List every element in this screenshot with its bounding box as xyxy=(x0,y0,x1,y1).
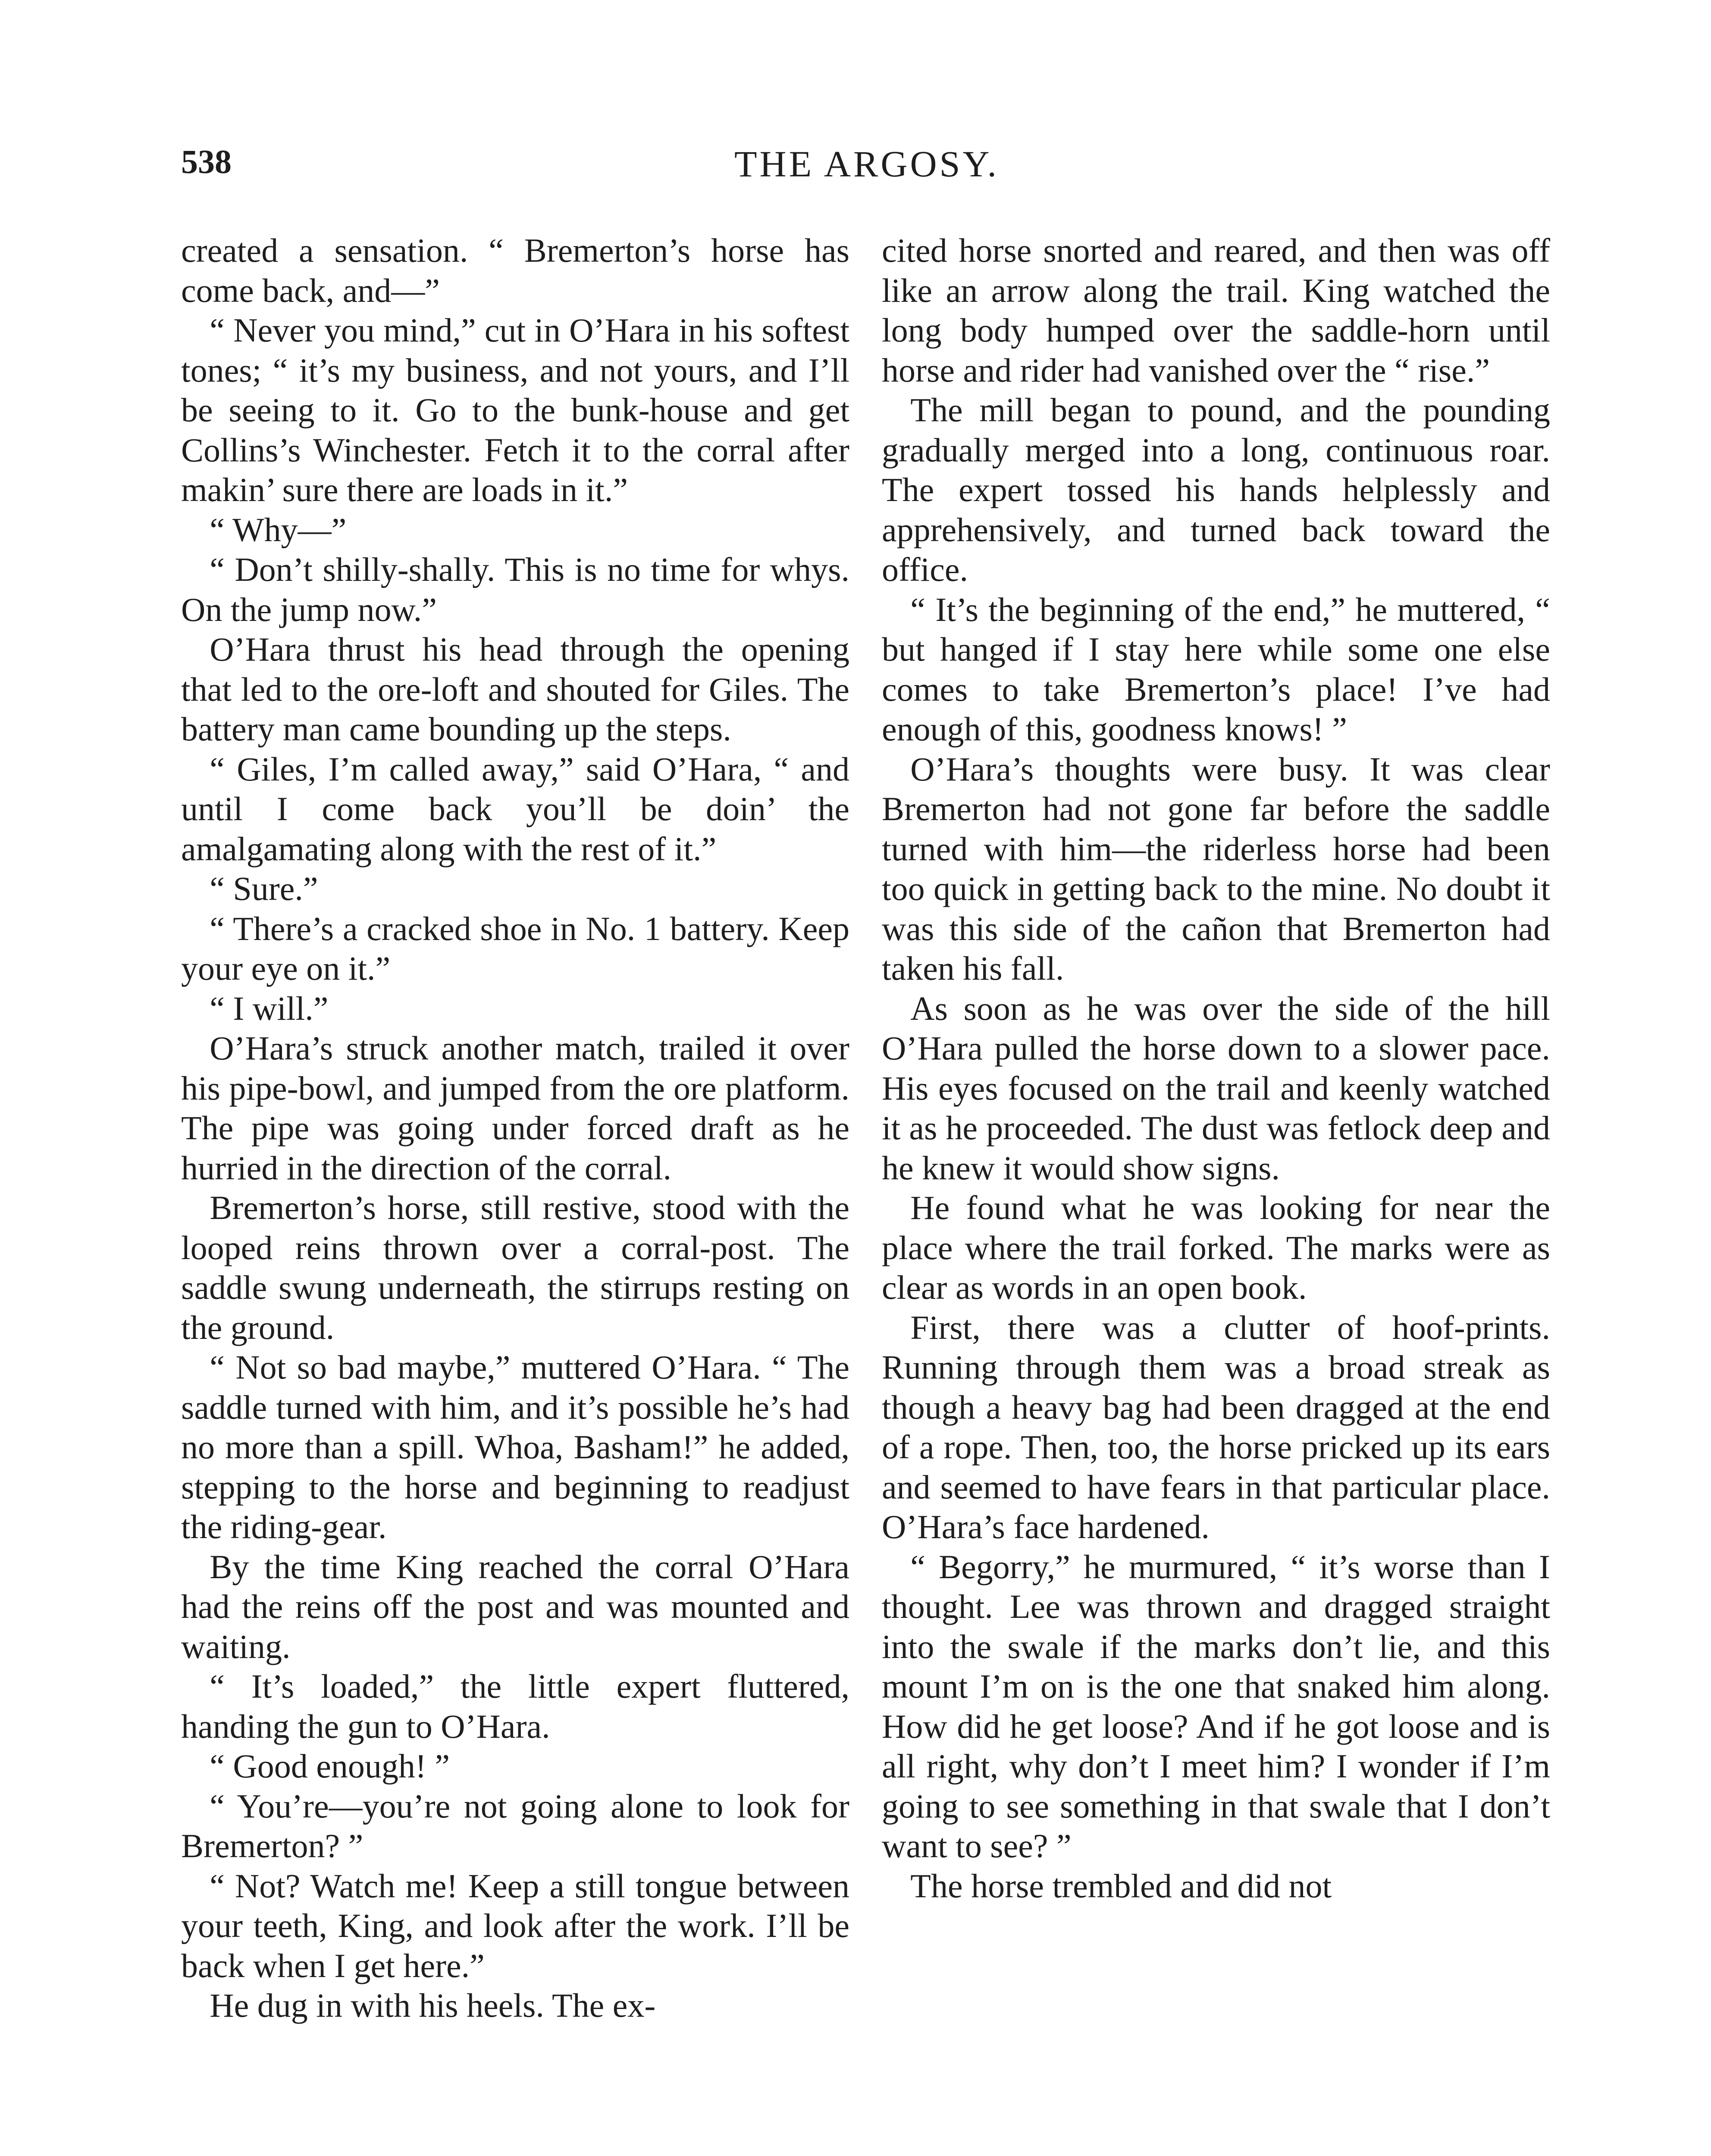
right-column xyxy=(882,231,1550,1906)
paragraph: “ Why—” xyxy=(210,511,347,548)
paragraph: As soon as he was over the side of the hill O’Hara pulled the horse down to a slower pace. His eyes focused on the trail and keenly watched it as he proceeded. The dust was fetlock deep and he knew it would show signs. xyxy=(882,989,1550,1187)
paragraph: “ Good enough! ” xyxy=(210,1747,450,1785)
page-number: 538 xyxy=(181,143,232,180)
paragraph: O’Hara thrust his head through the opening that led to the ore-loft and shouted for Giles. The battery man came bounding up the steps. xyxy=(181,630,849,748)
paragraph: O’Hara’s thoughts were busy. It was clear Bremerton had not gone far before the saddle turned with him—the riderless horse had been too quick in getting back to the mine. No doubt it was this side of the cañon that Bremerton had taken his fall. xyxy=(882,750,1550,987)
paragraph: First, there was a clutter of hoof-prints. Running through them was a broad streak as though a heavy bag had been dragged at the end of a rope. Then, too, the horse pricked up its ears and seemed to have fears in that particular place. O’Hara’s face hardened. xyxy=(882,1308,1550,1545)
paragraph: He found what he was looking for near the place where the trail forked. The marks were as clear as words in an open book. xyxy=(882,1189,1550,1306)
paragraph: created a sensation. “ Bremerton’s horse has come back, and—” xyxy=(181,232,849,309)
paragraph: “ Don’t shilly-shally. This is no time for whys. On the jump now.” xyxy=(181,551,849,628)
paragraph: “ Sure.” xyxy=(210,870,318,907)
paragraph: The horse trembled and did not xyxy=(910,1867,1332,1905)
paragraph: “ Not so bad maybe,” muttered O’Hara. “ The saddle turned with him, and it’s possible he’s had no more than a spill. Whoa, Basham!” he added, stepping to the horse and beginning to readjust the riding-gear. xyxy=(181,1348,849,1545)
paragraph: “ Not? Watch me! Keep a still tongue between your teeth, King, and look after the work. I’ll be back when I get here.” xyxy=(181,1867,849,1984)
paragraph: “ It’s loaded,” the little expert fluttered, handing the gun to O’Hara. xyxy=(181,1667,849,1745)
paragraph: “ Never you mind,” cut in O’Hara in his softest tones; “ it’s my business, and not yours, and I’ll be seeing to it. Go to the bunk-house and get Collins’s Winchester. Fetch it to the corral after makin’ sure there are loads in it.” xyxy=(181,311,849,508)
paragraph: Bremerton’s horse, still restive, stood with the looped reins thrown over a corral-post. The saddle swung underneath, the stirrups resting on the ground. xyxy=(181,1189,849,1346)
paragraph: “ You’re—you’re not going alone to look for Bremerton? ” xyxy=(181,1787,849,1865)
paragraph: “ Begorry,” he murmured, “ it’s worse than I thought. Lee was thrown and dragged straight into the swale if the marks don’t lie, and this mount I’m on is the one that snaked him along. How did he get loose? And if he got loose and is all right, why don’t I meet him? I wonder if I’m going to see something in that swale that I don’t want to see? ” xyxy=(882,1548,1550,1865)
running-title: THE ARGOSY. xyxy=(734,143,999,185)
paragraph: The mill began to pound, and the pounding gradually merged into a long, continuous roar. The expert tossed his hands helplessly and apprehensively, and turned back toward the office. xyxy=(882,391,1550,588)
paragraph: “ It’s the beginning of the end,” he muttered, “ but hanged if I stay here while some one else comes to take Bremerton’s place! I’ve had enough of this, goodness knows! ” xyxy=(882,590,1550,748)
left-column xyxy=(181,231,849,2026)
paragraph: “ I will.” xyxy=(210,989,329,1027)
page-header xyxy=(181,142,1552,190)
paragraph: “ There’s a cracked shoe in No. 1 battery. Keep your eye on it.” xyxy=(181,909,849,987)
paragraph: By the time King reached the corral O’Hara had the reins off the post and was mounted and waiting. xyxy=(181,1548,849,1665)
paragraph-continuation: cited horse snorted and reared, and then was off like an arrow along the trail. King watched the long body humped over the saddle-horn until horse and rider had vanished over the “ rise.” xyxy=(882,232,1550,389)
paragraph: O’Hara’s struck another match, trailed it over his pipe-bowl, and jumped from the ore platform. The pipe was going under forced draft as he hurried in the direction of the corral. xyxy=(181,1029,849,1187)
paragraph: “ Giles, I’m called away,” said O’Hara, “ and until I come back you’ll be doin’ the amalgamating along with the rest of it.” xyxy=(181,750,849,868)
paragraph: He dug in with his heels. The ex- xyxy=(210,1987,656,2024)
